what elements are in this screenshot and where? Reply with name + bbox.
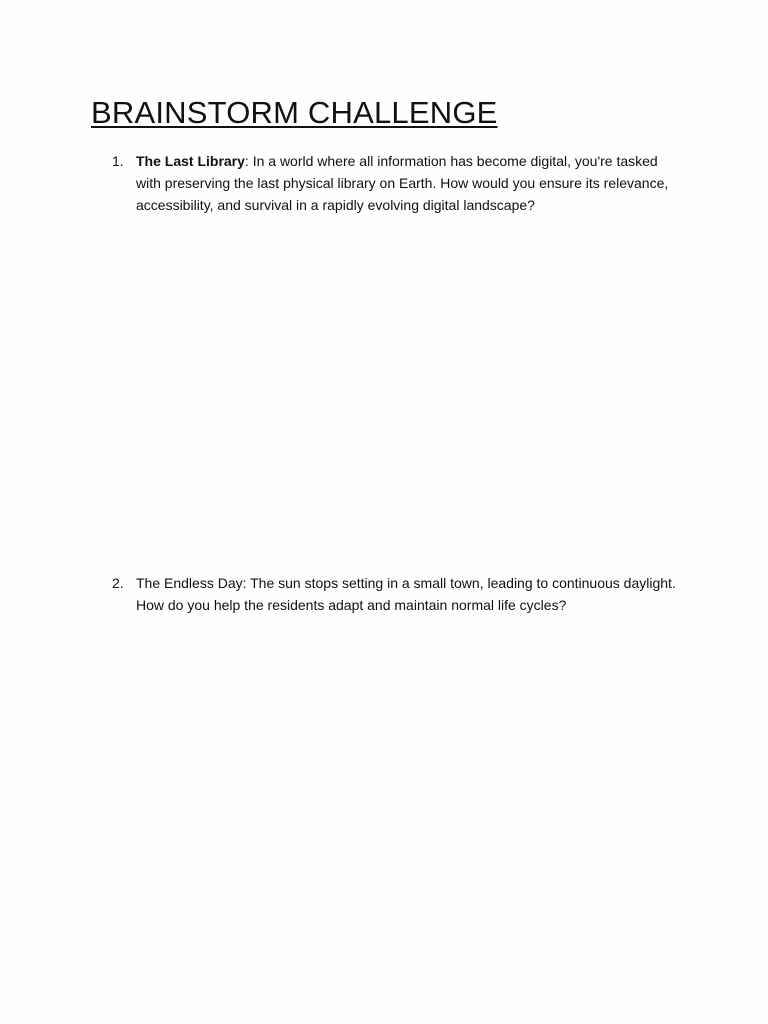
list-item-number: 2. — [112, 575, 124, 591]
list-item-text: : In a world where all information has become digital, you're tasked with preserving the last physical library on Earth. How would you ensure its relevance, accessibility, and survival in a rapidly evolving digital landscape? — [136, 153, 669, 213]
list-item-heading: The Last Library — [136, 153, 245, 169]
page-title: BRAINSTORM CHALLENGE — [91, 95, 498, 130]
list-item-endless-day — [112, 572, 692, 616]
list-item-last-library — [112, 150, 692, 216]
list-item-body — [136, 150, 684, 216]
list-item-number: 1. — [112, 153, 124, 169]
list-item-text: The Endless Day: The sun stops setting in a small town, leading to continuous daylight. How do you help the residents adapt and maintain normal life cycles? — [136, 575, 676, 613]
list-item-body — [136, 572, 684, 616]
